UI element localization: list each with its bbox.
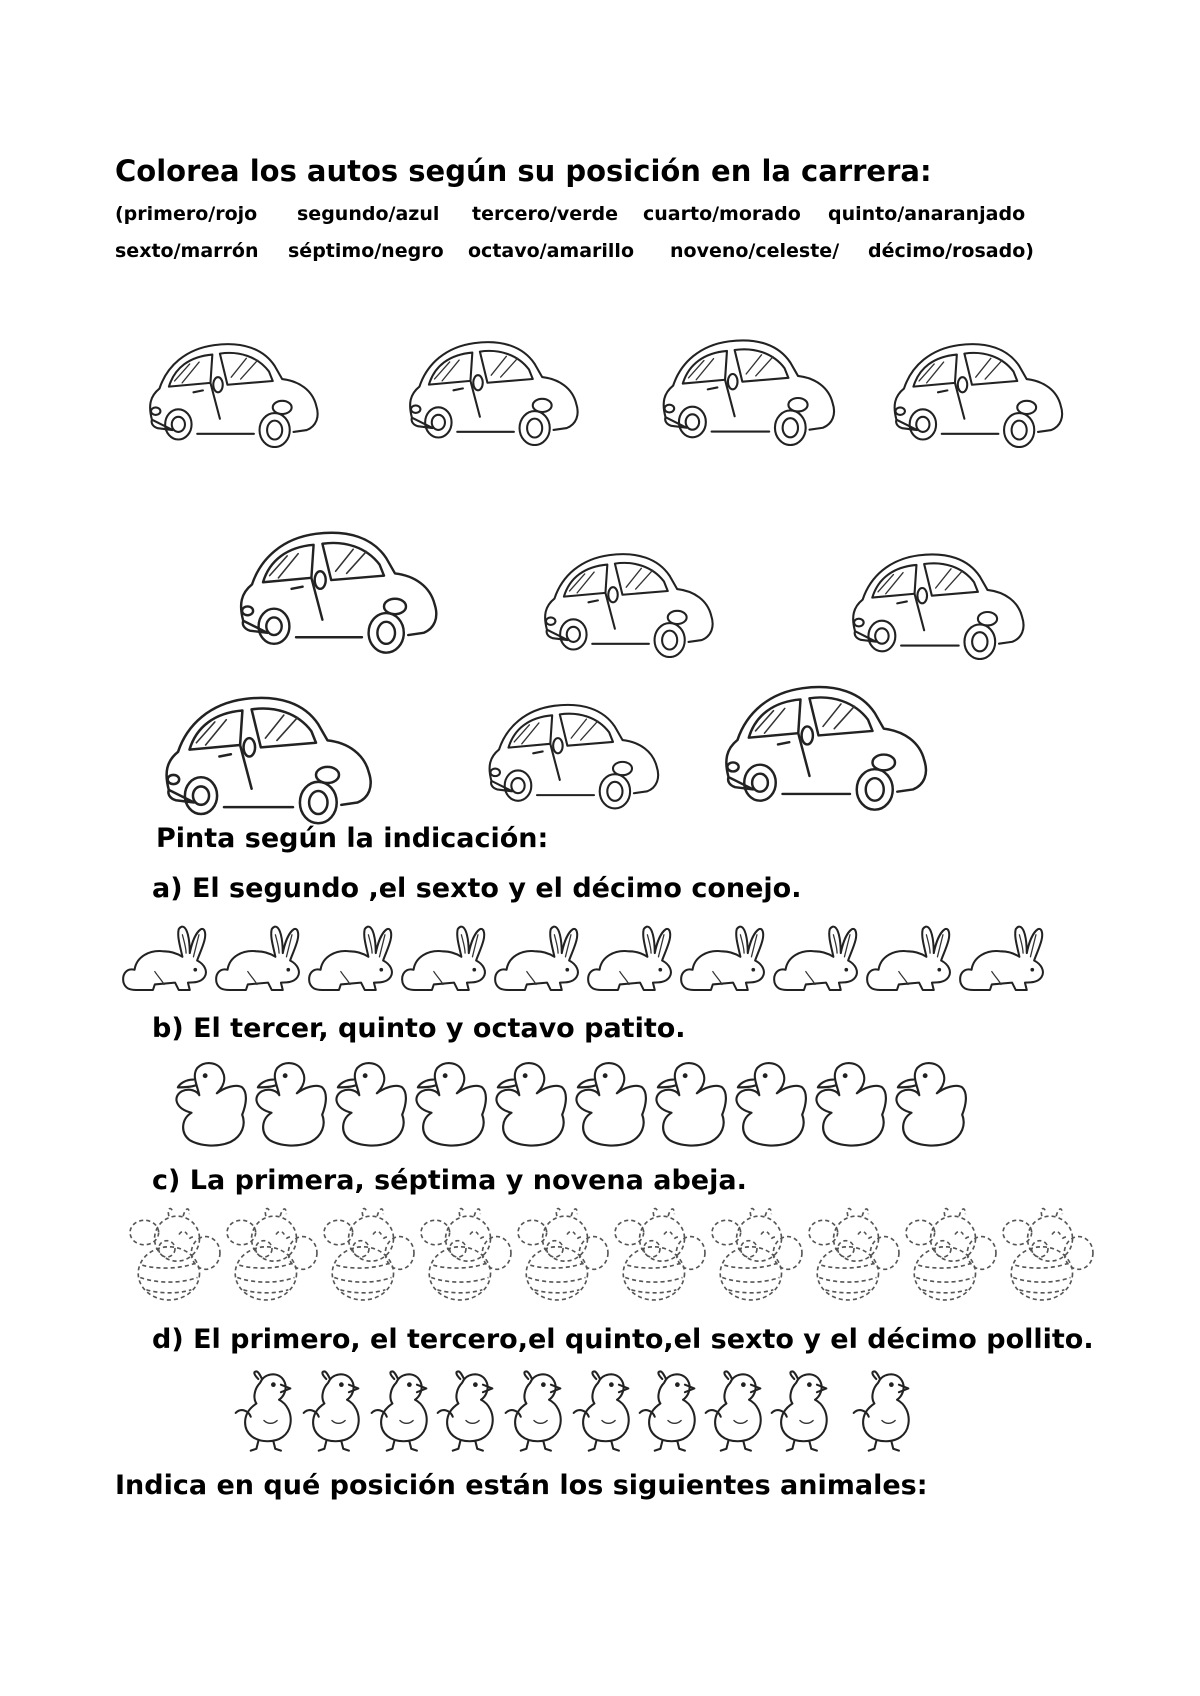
rabbit-6[interactable] [583,915,675,995]
chick-6[interactable] [568,1368,634,1456]
rabbit-3[interactable] [304,915,396,995]
rabbit-1[interactable] [118,915,210,995]
bee-9[interactable] [904,1205,998,1305]
rabbit-7[interactable] [676,915,768,995]
duck-4[interactable] [412,1058,490,1148]
duck-6[interactable] [572,1058,650,1148]
car-9[interactable] [480,690,670,810]
duck-3[interactable] [332,1058,410,1148]
section-title: Pinta según la indicación: [156,823,549,854]
duck-2[interactable] [252,1058,330,1148]
chick-9[interactable] [766,1368,832,1456]
worksheet-title: Colorea los autos según su posición en la carrera: [115,154,932,188]
task-b-text: b) El tercer, quinto y octavo patito. [152,1013,686,1044]
car-2[interactable] [400,328,590,446]
chick-7[interactable] [634,1368,700,1456]
legend-item-primero: (primero/rojo [115,203,258,225]
legend-item-noveno: noveno/celeste/ [670,240,840,262]
rabbit-2[interactable] [211,915,303,995]
car-1[interactable] [140,330,330,448]
legend-item-octavo: octavo/amarillo [468,240,634,262]
car-6[interactable] [535,540,725,658]
duck-5[interactable] [492,1058,570,1148]
bee-6[interactable] [613,1205,707,1305]
bee-7[interactable] [710,1205,804,1305]
legend-item-cuarto: cuarto/morado [643,203,801,225]
chick-4[interactable] [432,1368,498,1456]
duck-7[interactable] [652,1058,730,1148]
car-8[interactable] [155,680,385,825]
bee-2[interactable] [225,1205,319,1305]
legend-item-quinto: quinto/anaranjado [828,203,1026,225]
legend-item-decimo: décimo/rosado) [868,240,1034,262]
bee-5[interactable] [516,1205,610,1305]
rabbit-8[interactable] [769,915,861,995]
rabbit-5[interactable] [490,915,582,995]
legend-item-tercero: tercero/verde [472,203,618,225]
car-4[interactable] [882,330,1077,448]
bee-4[interactable] [419,1205,513,1305]
bee-8[interactable] [807,1205,901,1305]
rabbit-9[interactable] [862,915,954,995]
legend-item-sexto: sexto/marrón [115,240,259,262]
car-10[interactable] [715,668,940,813]
task-d-text: d) El primero, el tercero,el quinto,el sexto y el décimo pollito. [152,1324,1094,1355]
chick-10[interactable] [848,1368,914,1456]
rabbit-10[interactable] [955,915,1047,995]
rabbit-4[interactable] [397,915,489,995]
bee-1[interactable] [128,1205,222,1305]
car-5[interactable] [230,510,450,660]
bee-10[interactable] [1001,1205,1095,1305]
footer-instruction: Indica en qué posición están los siguientes animales: [115,1470,928,1501]
duck-9[interactable] [812,1058,890,1148]
car-7[interactable] [842,540,1037,660]
legend-item-segundo: segundo/azul [297,203,440,225]
chick-1[interactable] [230,1368,296,1456]
legend-item-septimo: séptimo/negro [288,240,444,262]
car-3[interactable] [650,326,850,446]
duck-10[interactable] [892,1058,970,1148]
chick-8[interactable] [700,1368,766,1456]
task-c-text: c) La primera, séptima y novena abeja. [152,1165,747,1196]
bee-3[interactable] [322,1205,416,1305]
task-a-text: a) El segundo ,el sexto y el décimo conejo. [152,873,802,904]
chick-3[interactable] [366,1368,432,1456]
duck-8[interactable] [732,1058,810,1148]
chick-2[interactable] [298,1368,364,1456]
chick-5[interactable] [500,1368,566,1456]
duck-1[interactable] [172,1058,250,1148]
